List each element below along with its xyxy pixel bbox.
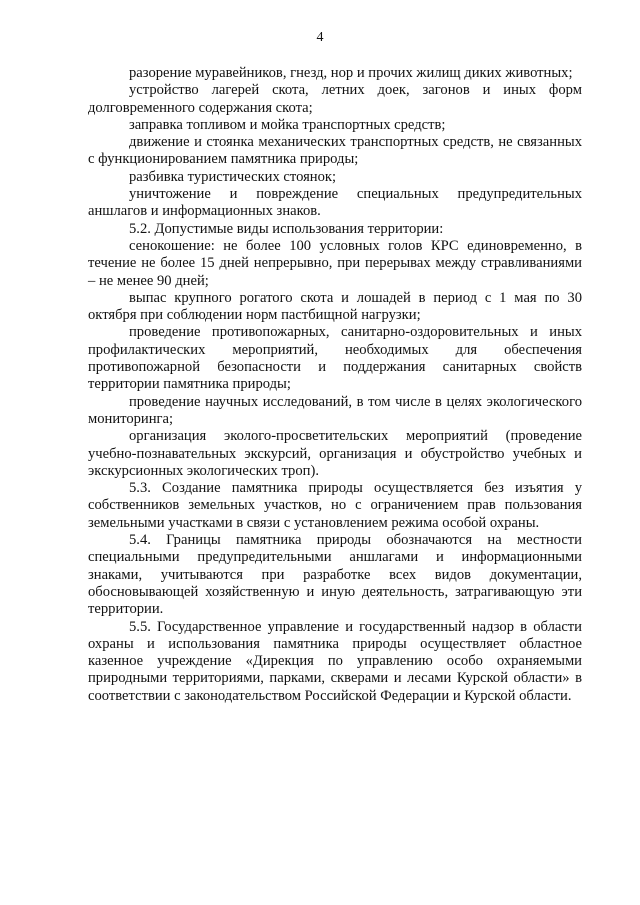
- page-number: 4: [316, 30, 324, 45]
- paragraph-section-5-5: 5.5. Государственное управление и государственный надзор в области охраны и использования памятника природы осуществляет областное казенное учреждение «Дирекция по управлению особо охраняемыми природными территориями, парками, скверами и лесами Курской области» в соответствии с законодательством Российской Федерации и Курской области.: [88, 618, 582, 704]
- paragraph-eco-education: организация эколого-просветительских мероприятий (проведение учебно-познавательных экскурсий, организация и обустройство учебных и экскурсионных экологических троп).: [88, 428, 582, 479]
- paragraph-tourist-camps: разбивка туристических стоянок;: [129, 168, 337, 185]
- paragraph-vehicle-movement: движение и стоянка механических транспортных средств, не связанных с функционированием памятника природы;: [88, 134, 582, 168]
- paragraph-grazing: выпас крупного рогатого скота и лошадей в период с 1 мая по 30 октября при соблюдении норм пастбищной нагрузки;: [88, 289, 582, 324]
- paragraph-section-5-4: 5.4. Границы памятника природы обозначаются на местности специальными предупредительными аншлагами и информационными знаками, учитываются при разработке всех видов документации, обосновывающей хозяйственную и иную деятельность, затрагивающую эти территории.: [88, 532, 582, 618]
- paragraph-fire-prevention: проведение противопожарных, санитарно-оздоровительных и иных профилактических мероприятий, необходимых для обеспечения противопожарной безопасности и поддержания санитарных свойств территории памятника природы;: [88, 324, 582, 393]
- document-body: [88, 65, 582, 705]
- paragraph-research: проведение научных исследований, в том числе в целях экологического мониторинга;: [88, 393, 582, 427]
- paragraph-livestock-camps: устройство лагерей скота, летних доек, загонов и иных форм долговременного содержания скота;: [88, 82, 582, 116]
- paragraph-anthill-destruction: разорение муравейников, гнезд, нор и прочих жилищ диких животных;: [129, 65, 573, 81]
- paragraph-section-5-3: 5.3. Создание памятника природы осуществляется без изъятия у собственников земельных участков, но с ограничением прав пользования земельными участками в связи с установлением режима особой охраны.: [88, 480, 582, 531]
- paragraph-refueling: заправка топливом и мойка транспортных средств;: [129, 116, 446, 133]
- paragraph-signs-damage: уничтожение и повреждение специальных предупредительных аншлагов и информационных знаков.: [88, 186, 582, 220]
- paragraph-section-5-2: 5.2. Допустимые виды использования территории:: [129, 220, 444, 237]
- paragraph-haymaking: сенокошение: не более 100 условных голов КРС единовременно, в течение не более 15 дней непрерывно, при перерывах между стравливаниями – не менее 90 дней;: [88, 237, 582, 289]
